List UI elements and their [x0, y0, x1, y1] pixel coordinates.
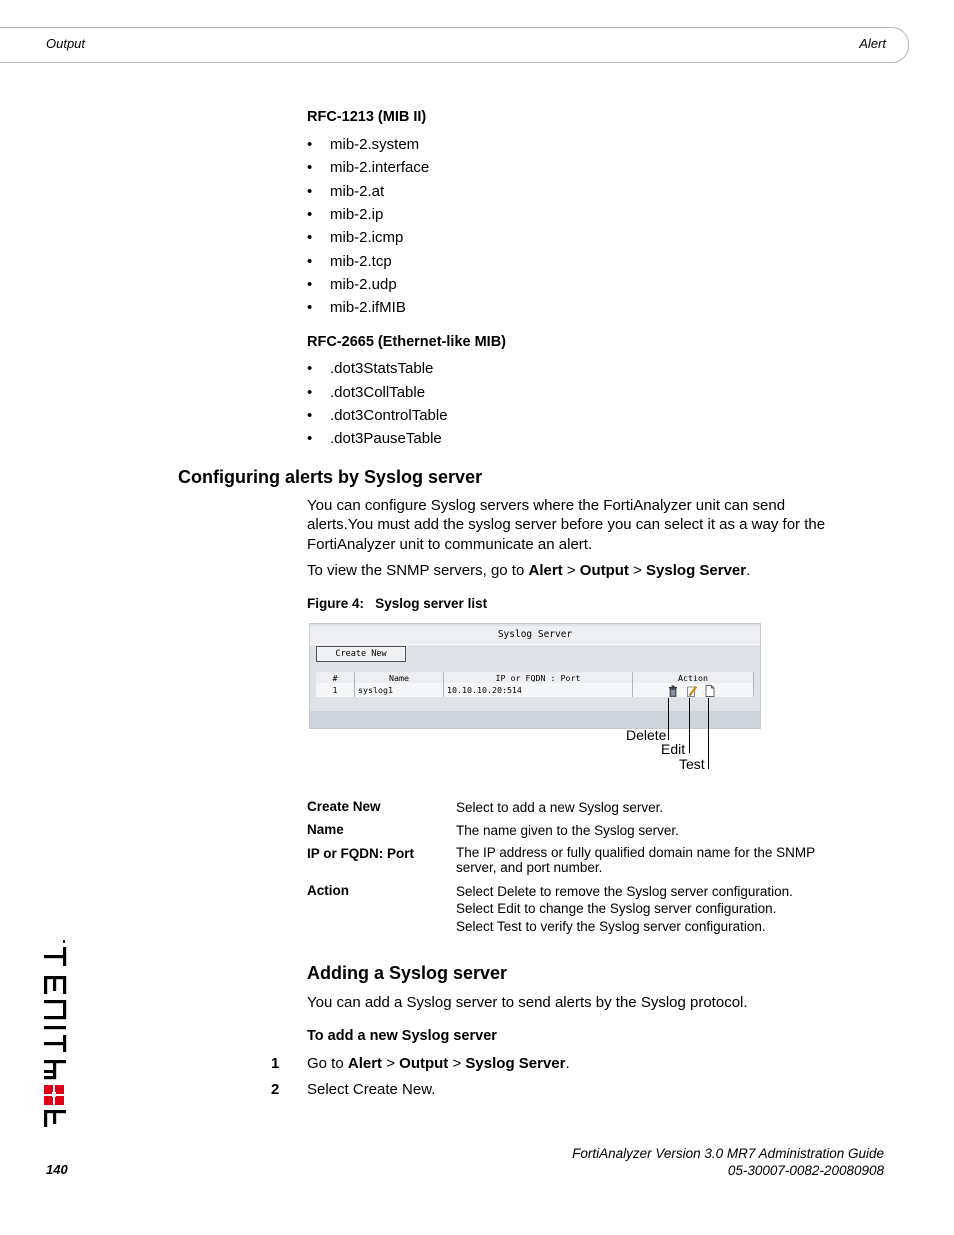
definition-desc: Select Delete to remove the Syslog server configuration. Select Edit to change the Syslog server configuration. Select Test to verify the Syslog server configuration.: [456, 884, 793, 934]
column-header-name: Name: [355, 672, 444, 683]
list-item: • mib-2.at: [307, 183, 385, 200]
delete-callout-line: [668, 698, 669, 740]
table-header-row: [316, 672, 754, 683]
list-item: • .dot3PauseTable: [307, 430, 442, 447]
list-item: • mib-2.tcp: [307, 253, 392, 270]
test-callout-label: Test: [679, 756, 705, 772]
syslog-server-panel: [309, 623, 761, 729]
procedure-heading: To add a new Syslog server: [307, 1028, 497, 1044]
header-section-left: Output: [46, 36, 86, 51]
column-header-action: Action: [633, 672, 754, 683]
header-section-right: Alert: [859, 36, 886, 51]
delete-callout-label: Delete: [626, 727, 667, 743]
list-item: • mib-2.interface: [307, 159, 430, 176]
list-item: • .dot3ControlTable: [307, 407, 448, 424]
step-text: Go to Alert > Output > Syslog Server.: [307, 1055, 570, 1072]
delete-icon[interactable]: [668, 685, 678, 697]
step-number: 1: [271, 1055, 280, 1072]
edit-callout-label: Edit: [661, 741, 686, 757]
footer-doc-id: 05-30007-0082-20080908: [727, 1163, 884, 1178]
definition-term: Action: [307, 883, 349, 898]
subsection-heading: Adding a Syslog server: [307, 963, 508, 983]
navigation-paragraph: To view the SNMP servers, go to Alert > Output > Syslog Server.: [307, 562, 751, 579]
test-callout-line: [708, 698, 709, 769]
list-item: • mib-2.ifMIB: [307, 299, 406, 316]
cell-address: 10.10.10.20:514: [444, 683, 633, 697]
column-header-number: #: [316, 672, 355, 683]
definition-term: Name: [307, 822, 344, 837]
list-item: • mib-2.udp: [307, 276, 397, 293]
panel-title: Syslog Server: [310, 626, 760, 645]
section-paragraph: You can configure Syslog servers where the FortiAnalyzer unit can send alerts.You must add the syslog server before you can select it as a way for the FortiAnalyzer unit to communicate an alert.: [307, 497, 826, 553]
column-header-address: IP or FQDN : Port: [444, 672, 633, 683]
definition-term: IP or FQDN: Port: [307, 846, 415, 861]
page-header-band: [0, 27, 909, 63]
fortinet-logo: [44, 940, 68, 1130]
list-item: • .dot3StatsTable: [307, 360, 434, 377]
subsection-paragraph: You can add a Syslog server to send alerts by the Syslog protocol.: [307, 994, 748, 1011]
list-item: • mib-2.icmp: [307, 229, 404, 246]
list-item: • mib-2.system: [307, 136, 420, 153]
list-item: • .dot3CollTable: [307, 384, 426, 401]
panel-footer: [310, 711, 760, 728]
create-new-button[interactable]: Create New: [316, 646, 406, 662]
page-number: 140: [46, 1162, 68, 1177]
definition-desc: The name given to the Syslog server.: [456, 823, 679, 838]
figure-caption: Figure 4: Syslog server list: [307, 596, 488, 611]
list-item: • mib-2.ip: [307, 206, 384, 223]
edit-icon[interactable]: [687, 685, 697, 697]
cell-number: 1: [316, 683, 355, 697]
edit-callout-line: [689, 698, 690, 753]
definition-desc: The IP address or fully qualified domain name for the SNMP server, and port number.: [456, 845, 816, 875]
step-text: Select Create New.: [307, 1081, 436, 1098]
step-number: 2: [271, 1081, 280, 1098]
footer-title: FortiAnalyzer Version 3.0 MR7 Administration Guide: [572, 1146, 884, 1161]
definition-term: Create New: [307, 799, 381, 814]
section-heading: Configuring alerts by Syslog server: [178, 467, 483, 487]
test-icon[interactable]: [705, 685, 715, 697]
rfc2665-heading: RFC-2665 (Ethernet-like MIB): [307, 334, 507, 350]
cell-name: syslog1: [355, 683, 444, 697]
definition-desc: Select to add a new Syslog server.: [456, 800, 664, 815]
rfc1213-heading: RFC-1213 (MIB II): [307, 109, 427, 125]
